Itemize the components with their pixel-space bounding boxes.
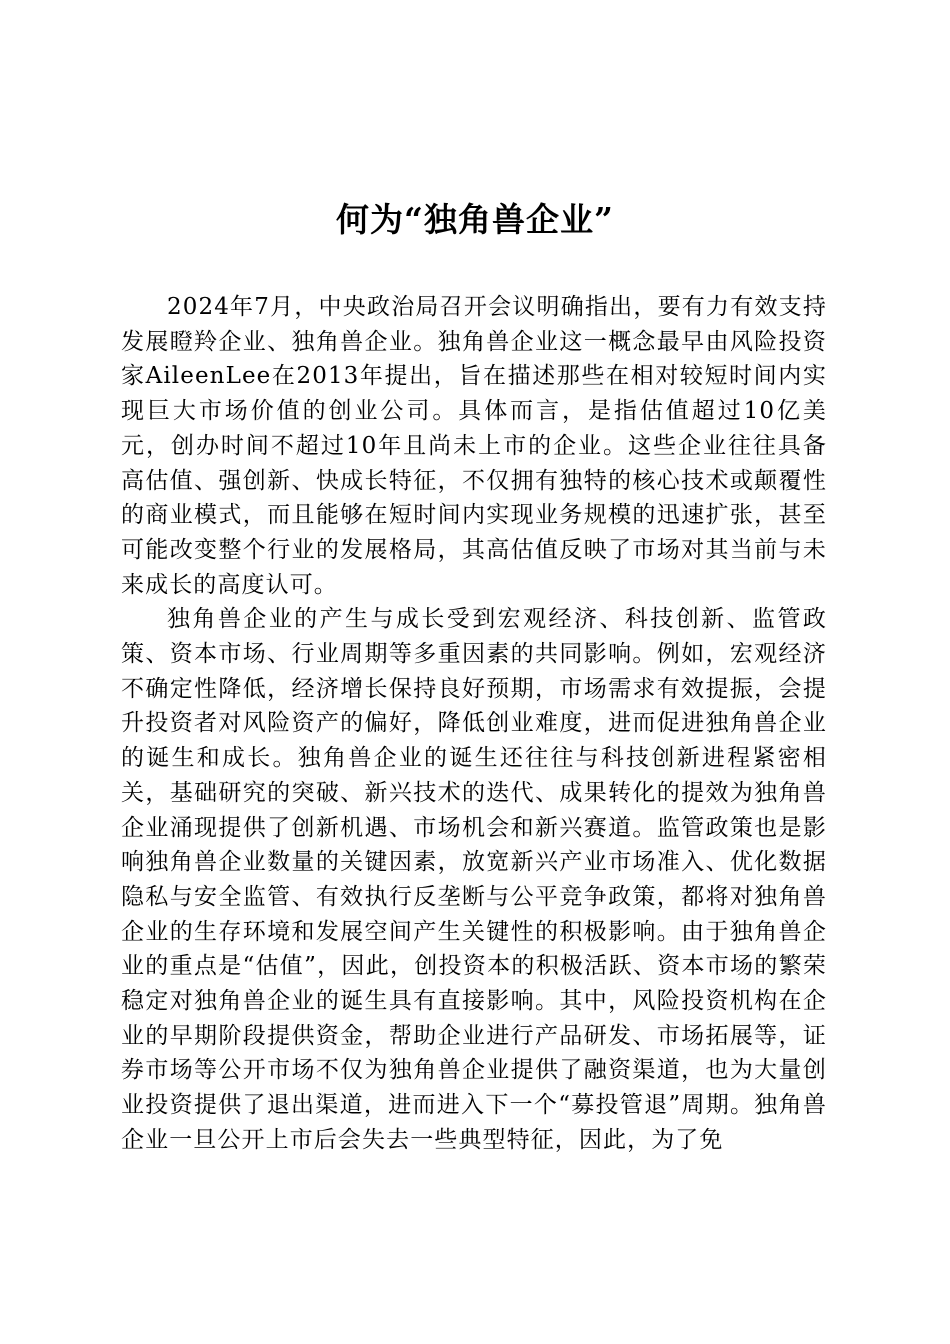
document-body <box>121 290 827 1158</box>
document-title: 何为“独角兽企业” <box>336 200 614 239</box>
paragraph-definition: 2024年7月，中央政治局召开会议明确指出，要有力有效支持发展瞪羚企业、独角兽企业。独角兽企业这一概念最早由风险投资家AileenLee在2013年提出，旨在描述那些在相对较短时间内实现巨大市场价值的创业公司。具体而言，是指估值超过10亿美元，创办时间不超过10年且尚未上市的企业。这些企业往往具备高估值、强创新、快成长特征，不仅拥有独特的核心技术或颠覆性的商业模式，而且能够在短时间内实现业务规模的迅速扩张，甚至可能改变整个行业的发展格局，其高估值反映了市场对其当前与未来成长的高度认可。 <box>121 294 827 598</box>
paragraph-influencing-factors: 独角兽企业的产生与成长受到宏观经济、科技创新、监管政策、资本市场、行业周期等多重因素的共同影响。例如，宏观经济不确定性降低，经济增长保持良好预期，市场需求有效提振，会提升投资者对风险资产的偏好，降低创业难度，进而促进独角兽企业的诞生和成长。独角兽企业的诞生还往往与科技创新进程紧密相关，基础研究的突破、新兴技术的迭代、成果转化的提效为独角兽企业涌现提供了创新机遇、市场机会和新兴赛道。监管政策也是影响独角兽企业数量的关键因素，放宽新兴产业市场准入、优化数据隐私与安全监管、有效执行反垄断与公平竞争政策，都将对独角兽企业的生存环境和发展空间产生关键性的积极影响。由于独角兽企业的重点是“估值”，因此，创投资本的积极活跃、资本市场的繁荣稳定对独角兽企业的诞生具有直接影响。其中，风险投资机构在企业的早期阶段提供资金，帮助企业进行产品研发、市场拓展等，证券市场等公开市场不仅为独角兽企业提供了融资渠道，也为大量创业投资提供了退出渠道，进而进入下一个“募投管退”周期。独角兽企业一旦公开上市后会失去一些典型特征，因此，为了免 <box>121 606 827 1153</box>
